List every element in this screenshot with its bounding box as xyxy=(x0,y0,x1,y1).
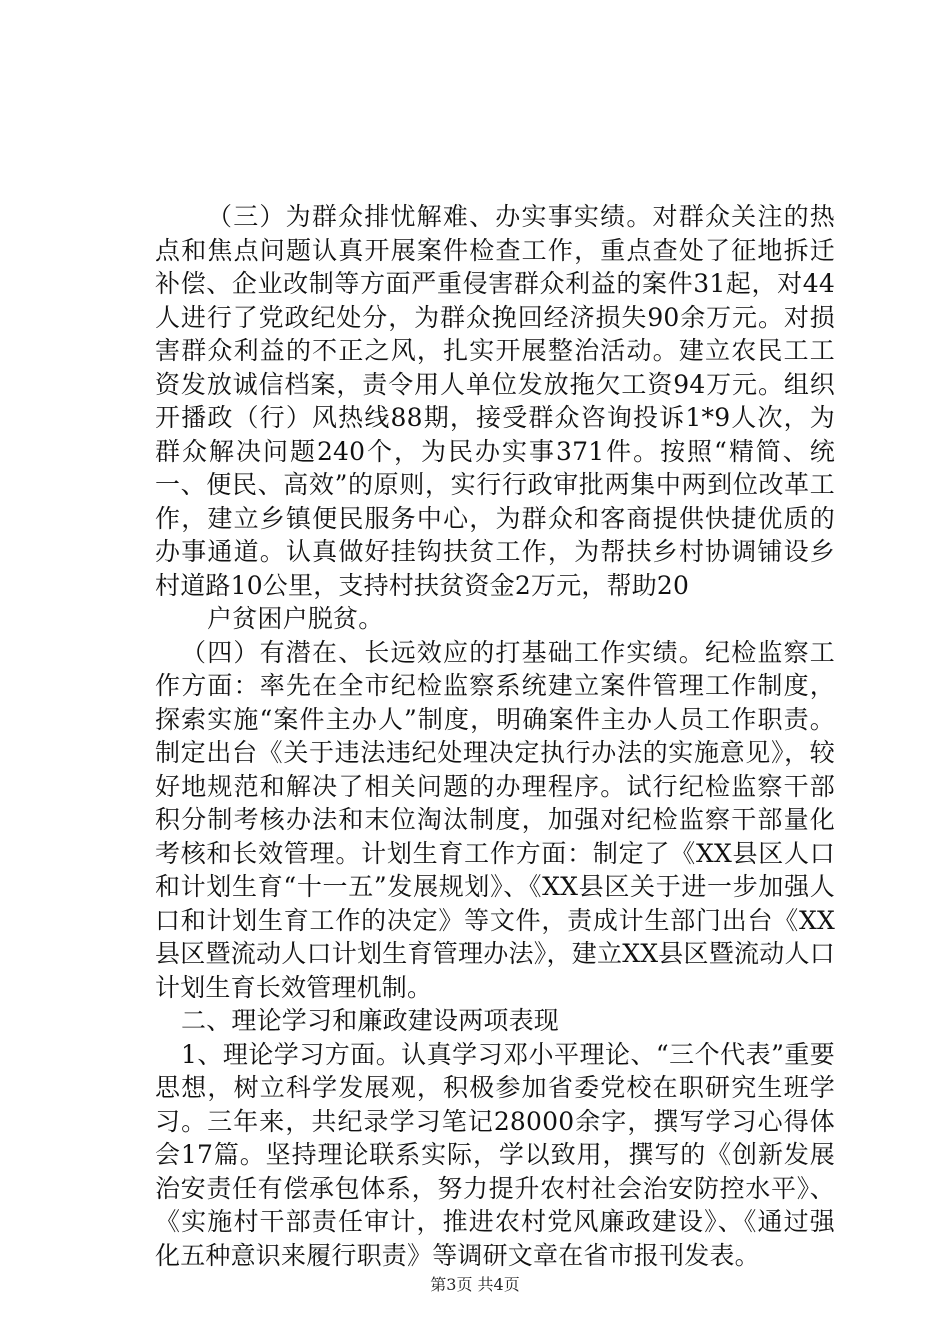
paragraph-section-4: （四）有潜在、长远效应的打基础工作实绩。纪检监察工作方面：率先在全市纪检监察系统建立案件管理工作制度，探索实施“案件主办人”制度，明确案件主办人员工作职责。制定出台《关于违法违纪处理决定执行办法的实施意见》，较好地规范和解决了相关问题的办理程序。试行纪检监察干部积分制考核办法和末位淘汰制度，加强对纪检监察干部量化考核和长效管理。计划生育工作方面：制定了《XX县区人口和计划生育“十一五”发展规划》、《XX县区关于进一步加强人口和计划生育工作的决定》等文件，责成计生部门出台《XX县区暨流动人口计划生育管理办法》，建立XX县区暨流动人口计划生育长效管理机制。 xyxy=(155,637,835,1002)
page-footer: 第3页 共4页 xyxy=(430,1275,520,1294)
paragraph-section-3-continued: 户贫困户脱贫。 xyxy=(207,604,384,633)
section-heading-2: 二、理论学习和廉政建设两项表现 xyxy=(181,1006,560,1035)
paragraph-theory-study: 1、理论学习方面。认真学习邓小平理论、“三个代表”重要思想，树立科学发展观，积极参加省委党校在职研究生班学习。三年来，共纪录学习笔记28000余字，撰写学习心得体会17篇。坚持理论联系实际，学以致用，撰写的《创新发展治安责任有偿承包体系，努力提升农村社会治安防控水平》、《实施村干部责任审计，推进农村党风廉政建设》、《通过强化五种意识来履行职责》等调研文章在省市报刊发表。 xyxy=(155,1039,835,1270)
document-body xyxy=(155,200,835,1272)
paragraph-section-3: （三）为群众排忧解难、办实事实绩。对群众关注的热点和焦点问题认真开展案件检查工作，重点查处了征地拆迁补偿、企业改制等方面严重侵害群众利益的案件31起，对44人进行了党政纪处分，为群众挽回经济损失90余万元。对损害群众利益的不正之风，扎实开展整治活动。建立农民工工资发放诚信档案，责令用人单位发放拖欠工资94万元。组织开播政（行）风热线88期，接受群众咨询投诉1*9人次，为群众解决问题240个，为民办实事371件。按照“精简、统一、便民、高效”的原则，实行行政审批两集中两到位改革工作，建立乡镇便民服务中心，为群众和客商提供快捷优质的办事通道。认真做好挂钩扶贫工作，为帮扶乡村协调铺设乡村道路10公里，支持村扶贫资金2万元，帮助20 xyxy=(155,202,835,600)
